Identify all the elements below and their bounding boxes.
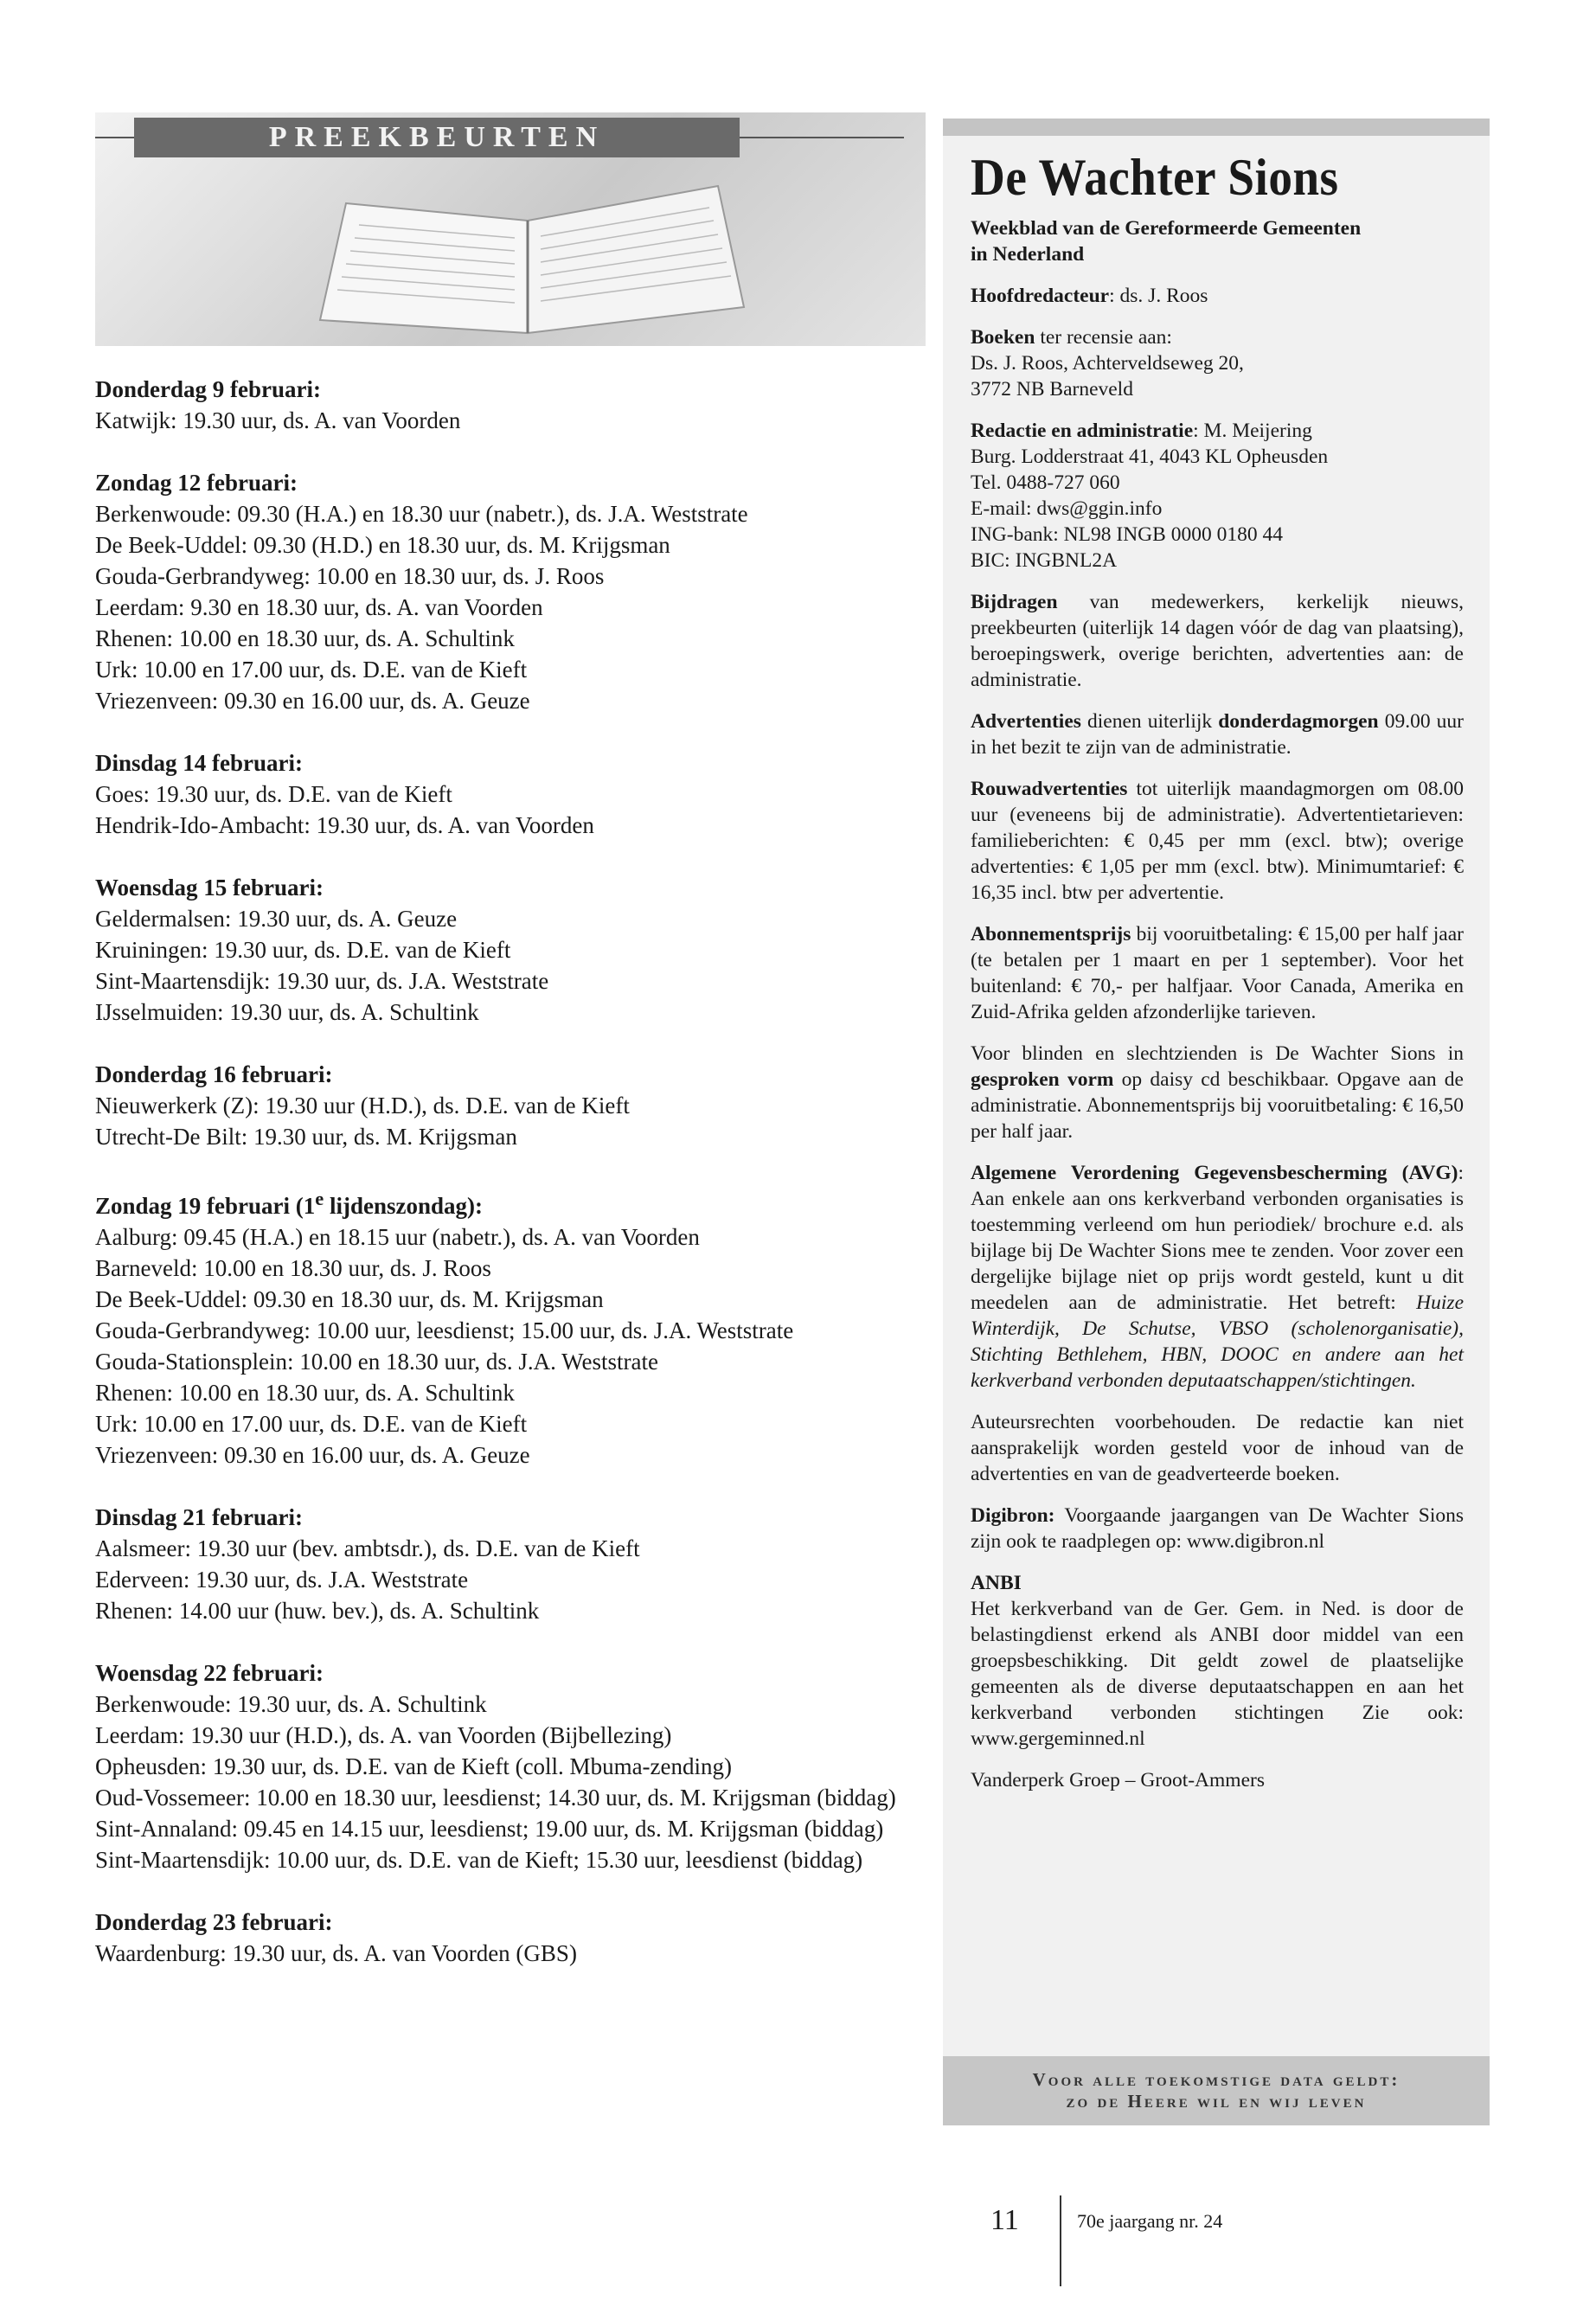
- service-line: Leerdam: 19.30 uur (H.D.), ds. A. van Voorden (Bijbellezing): [95, 1722, 672, 1748]
- service-line: Geldermalsen: 19.30 uur, ds. A. Geuze: [95, 906, 458, 932]
- service-line: Hendrik-Ido-Ambacht: 19.30 uur, ds. A. van Voorden: [95, 812, 594, 838]
- books-address: [971, 324, 1464, 402]
- day-heading: Donderdag 16 februari:: [95, 1061, 333, 1087]
- motto-line: Voor alle toekomstige data geldt:: [1032, 2069, 1401, 2090]
- value: dienen uiterlijk: [1080, 710, 1219, 733]
- day-heading: Dinsdag 21 februari:: [95, 1504, 304, 1530]
- service-line: IJsselmuiden: 19.30 uur, ds. A. Schultink: [95, 999, 479, 1025]
- mourning-ads: [971, 776, 1464, 906]
- service-line: Goes: 19.30 uur, ds. D.E. van de Kieft: [95, 781, 452, 807]
- label: Redactie en administratie: [971, 420, 1194, 442]
- day-heading: Woensdag 15 februari:: [95, 875, 324, 901]
- value: bij vooruitbetaling: € 15,00 per half jaar (te betalen per 1 maart en per 1 september). Voor het buitenland: € 70,- per halfjaar. Voor Canada, Amerika en Zuid-Afrika gelden afzonderlijke tarieven.: [971, 923, 1464, 1023]
- service-line: Opheusden: 19.30 uur, ds. D.E. van de Kieft (coll. Mbuma-zending): [95, 1753, 733, 1779]
- day-block: [95, 872, 926, 1028]
- service-line: Oud-Vossemeer: 10.00 en 18.30 uur, leesdienst; 14.30 uur, ds. M. Krijgsman (biddag): [95, 1785, 896, 1811]
- value: : M. Meijering: [1193, 420, 1312, 442]
- label: Abonnementsprijs: [971, 923, 1131, 945]
- volume-info: 70e jaargang nr. 24: [1077, 2210, 1223, 2232]
- service-line: Rhenen: 10.00 en 18.30 uur, ds. A. Schultink: [95, 1380, 515, 1406]
- service-line: Kruiningen: 19.30 uur, ds. D.E. van de Kieft: [95, 937, 511, 963]
- day-block: [95, 747, 926, 841]
- service-line: Waardenburg: 19.30 uur, ds. A. van Voorden (GBS): [95, 1940, 577, 1966]
- digibron: [971, 1503, 1464, 1554]
- service-line: Vriezenveen: 09.30 en 16.00 uur, ds. A. Geuze: [95, 1442, 530, 1468]
- day-heading: Donderdag 23 februari:: [95, 1909, 333, 1935]
- subscription-price: [971, 921, 1464, 1025]
- day-block: [95, 1907, 926, 1969]
- line: 3772 NB Barneveld: [971, 378, 1133, 401]
- colophon-text: [971, 146, 1464, 1809]
- line: Ds. J. Roos, Achterveldseweg 20,: [971, 352, 1244, 375]
- service-line: Leerdam: 9.30 en 18.30 uur, ds. A. van Voorden: [95, 594, 543, 620]
- day-block: [95, 1502, 926, 1626]
- anbi: [971, 1570, 1464, 1752]
- service-line: Gouda-Stationsplein: 10.00 en 18.30 uur, ds. J.A. Weststrate: [95, 1349, 658, 1375]
- section-title: PREEKBEURTEN: [134, 118, 740, 157]
- header-banner: [95, 112, 926, 346]
- label: Hoofdredacteur: [971, 285, 1110, 307]
- service-line: Berkenwoude: 09.30 (H.A.) en 18.30 uur (nabetr.), ds. J.A. Weststrate: [95, 501, 748, 527]
- day-heading: Woensdag 22 februari:: [95, 1660, 324, 1686]
- value: 09.00 uur in het bezit te zijn van de administratie.: [971, 710, 1464, 759]
- value: : Aan enkele aan ons kerkverband verbonden organisaties is toestemming verleend om hun periodiek/ brochure e.d. als bijlage bij De Wachter Sions mee te zenden. Voor zover een dergelijke bijlage niet op prijs wordt gesteld, kunt u dit meedelen aan de administratie. Het betreft:: [971, 1162, 1464, 1314]
- value: van medewerkers, kerkelijk nieuws, preekbeurten (uiterlijk 14 dagen vóór de dag van plaatsing), beroepingswerk, overige berichten, advertenties aan: de administratie.: [971, 591, 1464, 691]
- heading-part: Zondag 19 februari (1: [95, 1193, 316, 1219]
- day-heading: Donderdag 9 februari:: [95, 376, 321, 402]
- label: Bijdragen: [971, 591, 1058, 613]
- masthead-title: De Wachter Sions: [971, 149, 1339, 206]
- avg-notice: [971, 1160, 1464, 1394]
- audio-edition: [971, 1041, 1464, 1144]
- service-line: De Beek-Uddel: 09.30 (H.D.) en 18.30 uur, ds. M. Krijgsman: [95, 532, 670, 558]
- motto-box: [943, 2056, 1490, 2125]
- day-heading: [95, 1183, 926, 1221]
- day-block: [95, 1657, 926, 1875]
- heading-superscript: e: [315, 1188, 324, 1209]
- service-line: Rhenen: 10.00 en 18.30 uur, ds. A. Schultink: [95, 625, 515, 651]
- day-heading: Dinsdag 14 februari:: [95, 750, 304, 776]
- label: Advertenties: [971, 710, 1081, 733]
- footer-divider: [1060, 2195, 1061, 2286]
- subtitle-line: Weekblad van de Gereformeerde Gemeenten: [971, 217, 1362, 240]
- label: ANBI: [971, 1572, 1022, 1594]
- service-line: Barneveld: 10.00 en 18.30 uur, ds. J. Roos: [95, 1255, 491, 1281]
- service-line: De Beek-Uddel: 09.30 en 18.30 uur, ds. M. Krijgsman: [95, 1286, 604, 1312]
- line: Burg. Lodderstraat 41, 4043 KL Opheusden: [971, 445, 1329, 468]
- email: E-mail: dws@ggin.info: [971, 497, 1163, 520]
- motto-line: zo de Heere wil en wij leven: [1066, 2091, 1367, 2112]
- service-line: Nieuwerkerk (Z): 19.30 uur (H.D.), ds. D.E. van de Kieft: [95, 1093, 630, 1118]
- value: tot uiterlijk maandagmorgen om 08.00 uur (eveneens bij de administratie). Advertentietarieven: familieberichten: € 0,45 per mm (excl. btw); overige advertenties: € 1,05 per mm (excl. btw). Minimumtarief: € 16,35 incl. btw per advertentie.: [971, 778, 1464, 904]
- value: Het kerkverband van de Ger. Gem. in Ned. is door de belastingdienst erkend als ANBI door middel van een groepsbeschikking. Dit geldt zowel de plaatselijke gemeenten als de diverse deputaatschappen en aan het kerkverband verbonden stichtingen Zie ook: www.gergeminned.nl: [971, 1598, 1464, 1750]
- line: Tel. 0488-727 060: [971, 471, 1120, 494]
- service-line: Aalburg: 09.45 (H.A.) en 18.15 uur (nabetr.), ds. A. van Voorden: [95, 1224, 700, 1250]
- service-line: Sint-Maartensdijk: 10.00 uur, ds. D.E. van de Kieft; 15.30 uur, leesdienst (biddag): [95, 1847, 863, 1873]
- service-line: Urk: 10.00 en 17.00 uur, ds. D.E. van de Kieft: [95, 1411, 528, 1437]
- service-line: Gouda-Gerbrandyweg: 10.00 uur, leesdienst; 15.00 uur, ds. J.A. Weststrate: [95, 1317, 794, 1343]
- value: Voorgaande jaargangen van De Wachter Sions zijn ook te raadplegen op: www.digibron.nl: [971, 1504, 1464, 1553]
- service-line: Aalsmeer: 19.30 uur (bev. ambtsdr.), ds. D.E. van de Kieft: [95, 1535, 640, 1561]
- advertisements: [971, 708, 1464, 760]
- value: op daisy cd beschikbaar. Opgave aan de administratie. Abonnementsprijs bij vooruitbetaling: € 16,50 per half jaar.: [971, 1068, 1464, 1143]
- service-line: Katwijk: 19.30 uur, ds. A. van Voorden: [95, 407, 461, 433]
- subtitle-line: in Nederland: [971, 243, 1085, 266]
- deadline: donderdagmorgen: [1218, 710, 1379, 733]
- day-heading: Zondag 12 februari:: [95, 470, 298, 496]
- label: Rouwadvertenties: [971, 778, 1128, 800]
- day-block: [95, 1183, 926, 1471]
- day-block: [95, 467, 926, 716]
- label: Digibron:: [971, 1504, 1055, 1527]
- line: BIC: INGBNL2A: [971, 549, 1118, 572]
- service-schedule: [95, 374, 926, 2000]
- administration: [971, 418, 1464, 574]
- value: ter recensie aan:: [1035, 326, 1172, 349]
- printer: Vanderperk Groep – Groot-Ammers: [971, 1769, 1265, 1791]
- service-line: Urk: 10.00 en 17.00 uur, ds. D.E. van de Kieft: [95, 657, 528, 683]
- page-number: 11: [990, 2204, 1019, 2236]
- line: ING-bank: NL98 INGB 0000 0180 44: [971, 523, 1283, 546]
- highlight: gesproken vorm: [971, 1068, 1114, 1091]
- organisations: Huize Winterdijk, De Schutse, VBSO (scholenorganisatie), Stichting Bethlehem, HBN, DOOC en andere aan het kerkverband verbonden deputaatschappen/stichtingen.: [971, 1292, 1464, 1392]
- day-block: [95, 374, 926, 436]
- colophon-top-bar: [943, 119, 1490, 136]
- service-line: Sint-Maartensdijk: 19.30 uur, ds. J.A. Weststrate: [95, 968, 549, 994]
- label: Algemene Verordening Gegevensbescherming (AVG): [971, 1162, 1458, 1184]
- service-line: Vriezenveen: 09.30 en 16.00 uur, ds. A. Geuze: [95, 688, 530, 714]
- masthead-subtitle: [971, 215, 1464, 267]
- open-bible-icon: [311, 169, 761, 342]
- value: : ds. J. Roos: [1109, 285, 1208, 307]
- day-block: [95, 1059, 926, 1152]
- service-line: Utrecht-De Bilt: 19.30 uur, ds. M. Krijgsman: [95, 1124, 517, 1150]
- service-line: Gouda-Gerbrandyweg: 10.00 en 18.30 uur, ds. J. Roos: [95, 563, 605, 589]
- heading-part: lijdenszondag):: [324, 1193, 484, 1219]
- editor-in-chief: [971, 283, 1464, 309]
- service-line: Berkenwoude: 19.30 uur, ds. A. Schultink: [95, 1691, 487, 1717]
- value: Voor blinden en slechtzienden is De Wachter Sions in: [971, 1042, 1464, 1065]
- service-line: Rhenen: 14.00 uur (huw. bev.), ds. A. Schultink: [95, 1598, 540, 1624]
- colophon-panel: [943, 119, 1490, 2125]
- contributions: [971, 589, 1464, 693]
- label: Boeken: [971, 326, 1035, 349]
- service-line: Ederveen: 19.30 uur, ds. J.A. Weststrate: [95, 1567, 469, 1593]
- service-line: Sint-Annaland: 09.45 en 14.15 uur, leesdienst; 19.00 uur, ds. M. Krijgsman (biddag): [95, 1816, 884, 1842]
- copyright-notice: Auteursrechten voorbehouden. De redactie kan niet aansprakelijk worden gesteld voor de inhoud van de advertenties en van de geadverteerde boeken.: [971, 1411, 1464, 1485]
